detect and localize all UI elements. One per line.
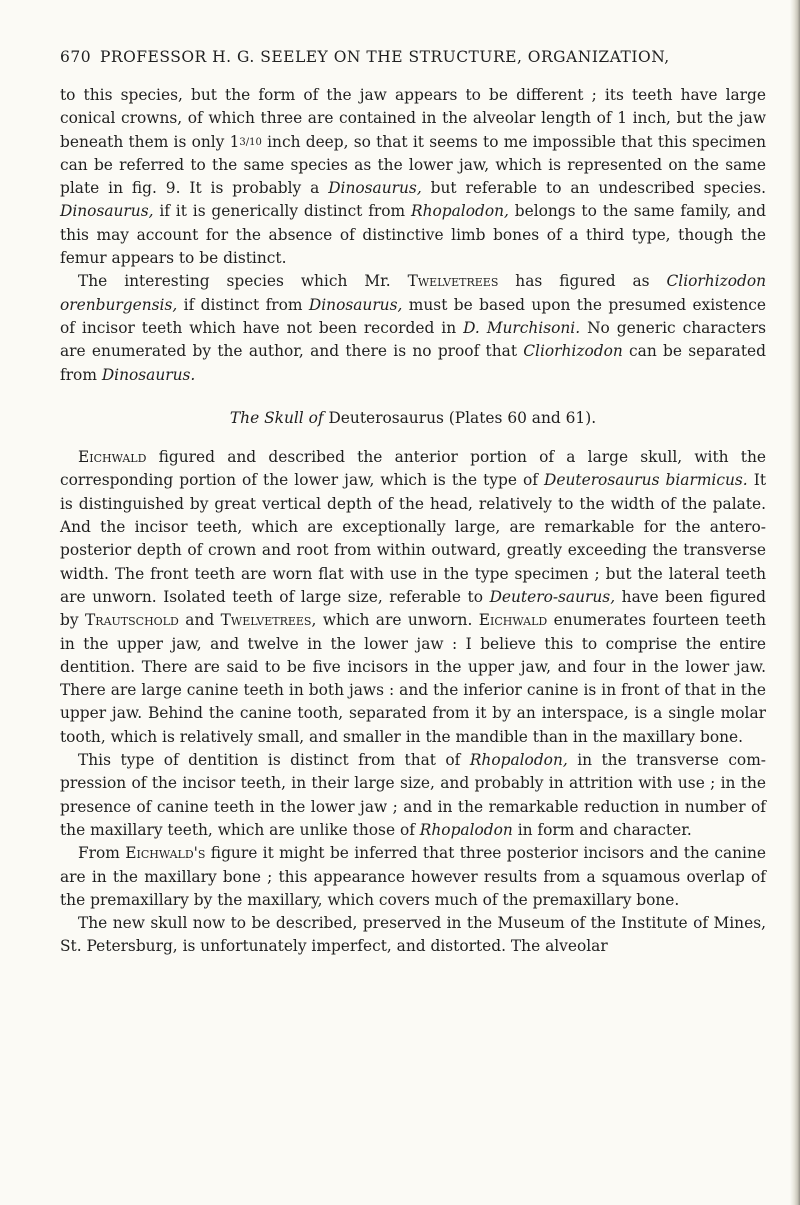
text-run: has figured as (498, 272, 667, 291)
text-run: in form and character. (512, 820, 692, 839)
text-run: but referable to an undescribed species. (421, 179, 766, 198)
taxon-name: Rhopalodon, (469, 751, 568, 770)
author-name: Eichwald's (125, 844, 206, 863)
taxon-name: D. Murchisoni. (463, 318, 581, 337)
taxon-name: Rhopalodon (419, 820, 513, 839)
taxon-name: Deutero-saurus, (489, 587, 616, 606)
text-run: if distinct from (177, 295, 309, 314)
text-run: No generic characters are enumerated by the author, and there is no proof that (60, 318, 766, 361)
text-run: This type of dentition is distinct from that of (78, 751, 470, 770)
paragraph-5 (60, 842, 766, 912)
paragraph-2 (60, 270, 766, 386)
paragraph-3 (60, 446, 766, 749)
taxon-name: Dinosaurus, (60, 202, 154, 221)
text-run: and (178, 611, 221, 630)
text-run: which are unworn. (316, 611, 479, 630)
page-edge-shadow (790, 0, 800, 1205)
text-run: inch deep, so that it seems to me impossible that this specimen can be referred to the same species as the lower jaw, which is represented on the same plate in fig. 9. It is probably a (60, 132, 766, 198)
text-run: have been figured by (60, 587, 766, 630)
subheading-rest: Deuterosaurus (Plates 60 and 61). (323, 408, 597, 427)
text-run: From (78, 844, 126, 863)
text-run: to this species, but the form of the jaw appears to be different ; its teeth have large conical crowns, of which three are contained in the alveolar length of 1 inch, but the jaw beneath them is only 1 (60, 86, 766, 151)
paragraph-4 (60, 749, 766, 842)
taxon-name: Deuterosaurus biarmicus. (544, 471, 748, 490)
text-run: figure it might be inferred that three posterior incisors and the canine are in the maxillary bone ; this appearance however results from a squamous overlap of the premaxillary by the maxillary, which covers much of the premaxillary bone. (60, 844, 767, 909)
text-run: belongs to the same family, and this may account for the absence of distinctive limb bones of a third type, though the femur appears to be distinct. (60, 202, 767, 268)
taxon-name: Dinosaurus. (101, 365, 196, 384)
author-name: Trautschold (85, 611, 179, 630)
author-name: Eichwald (78, 448, 147, 467)
body-text (60, 84, 766, 959)
text-run: The interesting species which Mr. (78, 272, 408, 291)
taxon-name: Dinosaurus, (328, 179, 422, 198)
book-page (60, 48, 766, 959)
taxon-name: Cliorhizodon (523, 342, 623, 361)
text-run: can be separated from (60, 342, 766, 384)
text-run: in the transverse com-pression of the incisor teeth, in their large size, and probably in attrition with use ; in the presence of canine teeth in the lower jaw ; and in the remarkable reduction in number of the maxillary teeth, which are unlike those of (60, 751, 766, 839)
author-name: Twelvetrees (407, 272, 499, 291)
text-run: The new skull now to be described, preserved in the Museum of the Institute of Mines, St. Petersburg, is unfortunately imperfect, and distorted. The alveolar (60, 914, 766, 956)
taxon-name: Dinosaurus, (308, 295, 403, 314)
running-title: PROFESSOR H. G. SEELEY ON THE STRUCTURE, ORGANIZATION, (100, 48, 670, 66)
author-name: Eichwald (478, 611, 548, 630)
paragraph-1 (60, 84, 766, 270)
taxon-name: Cliorhizodon orenburgensis, (60, 272, 766, 314)
text-run: figured and described the anterior portion of a large skull, with the corresponding portion of the lower jaw, which is the type of (60, 448, 766, 490)
author-name: Twelvetrees, (220, 611, 317, 630)
section-subheading (60, 407, 766, 430)
text-run: It is distinguished by great vertical depth of the head, relatively to the width of the palate. And the incisor teeth, which are exceptionally large, are remarkable for the antero-posterior depth of crown and root from within outward, greatly exceeding the transverse width. The front teeth are worn flat with use in the type specimen ; but the lateral teeth are unworn. Isolated teeth of large size, referable to (60, 471, 767, 606)
paragraph-6 (60, 912, 766, 959)
subheading-italic: The Skull of (229, 408, 324, 427)
page-number: 670 (60, 48, 92, 66)
text-run: enumerates fourteen teeth in the upper jaw, and twelve in the lower jaw : I believe this to comprise the entire dentition. There are said to be five incisors in the upper jaw, and four in the lower jaw. There are large canine teeth in both jaws : and the inferior canine is in front of that in the upper jaw. Behind the canine tooth, separated from it by an interspace, is a single molar tooth, which is relatively small, and smaller in the mandible than in the maxillary bone. (60, 611, 766, 746)
fraction: 3/10 (239, 136, 262, 148)
taxon-name: Rhopalodon, (410, 202, 509, 221)
text-run: if it is generically distinct from (153, 202, 411, 221)
running-header (60, 48, 766, 74)
text-run: must be based upon the presumed existence of incisor teeth which have not been recorded in (60, 295, 766, 337)
